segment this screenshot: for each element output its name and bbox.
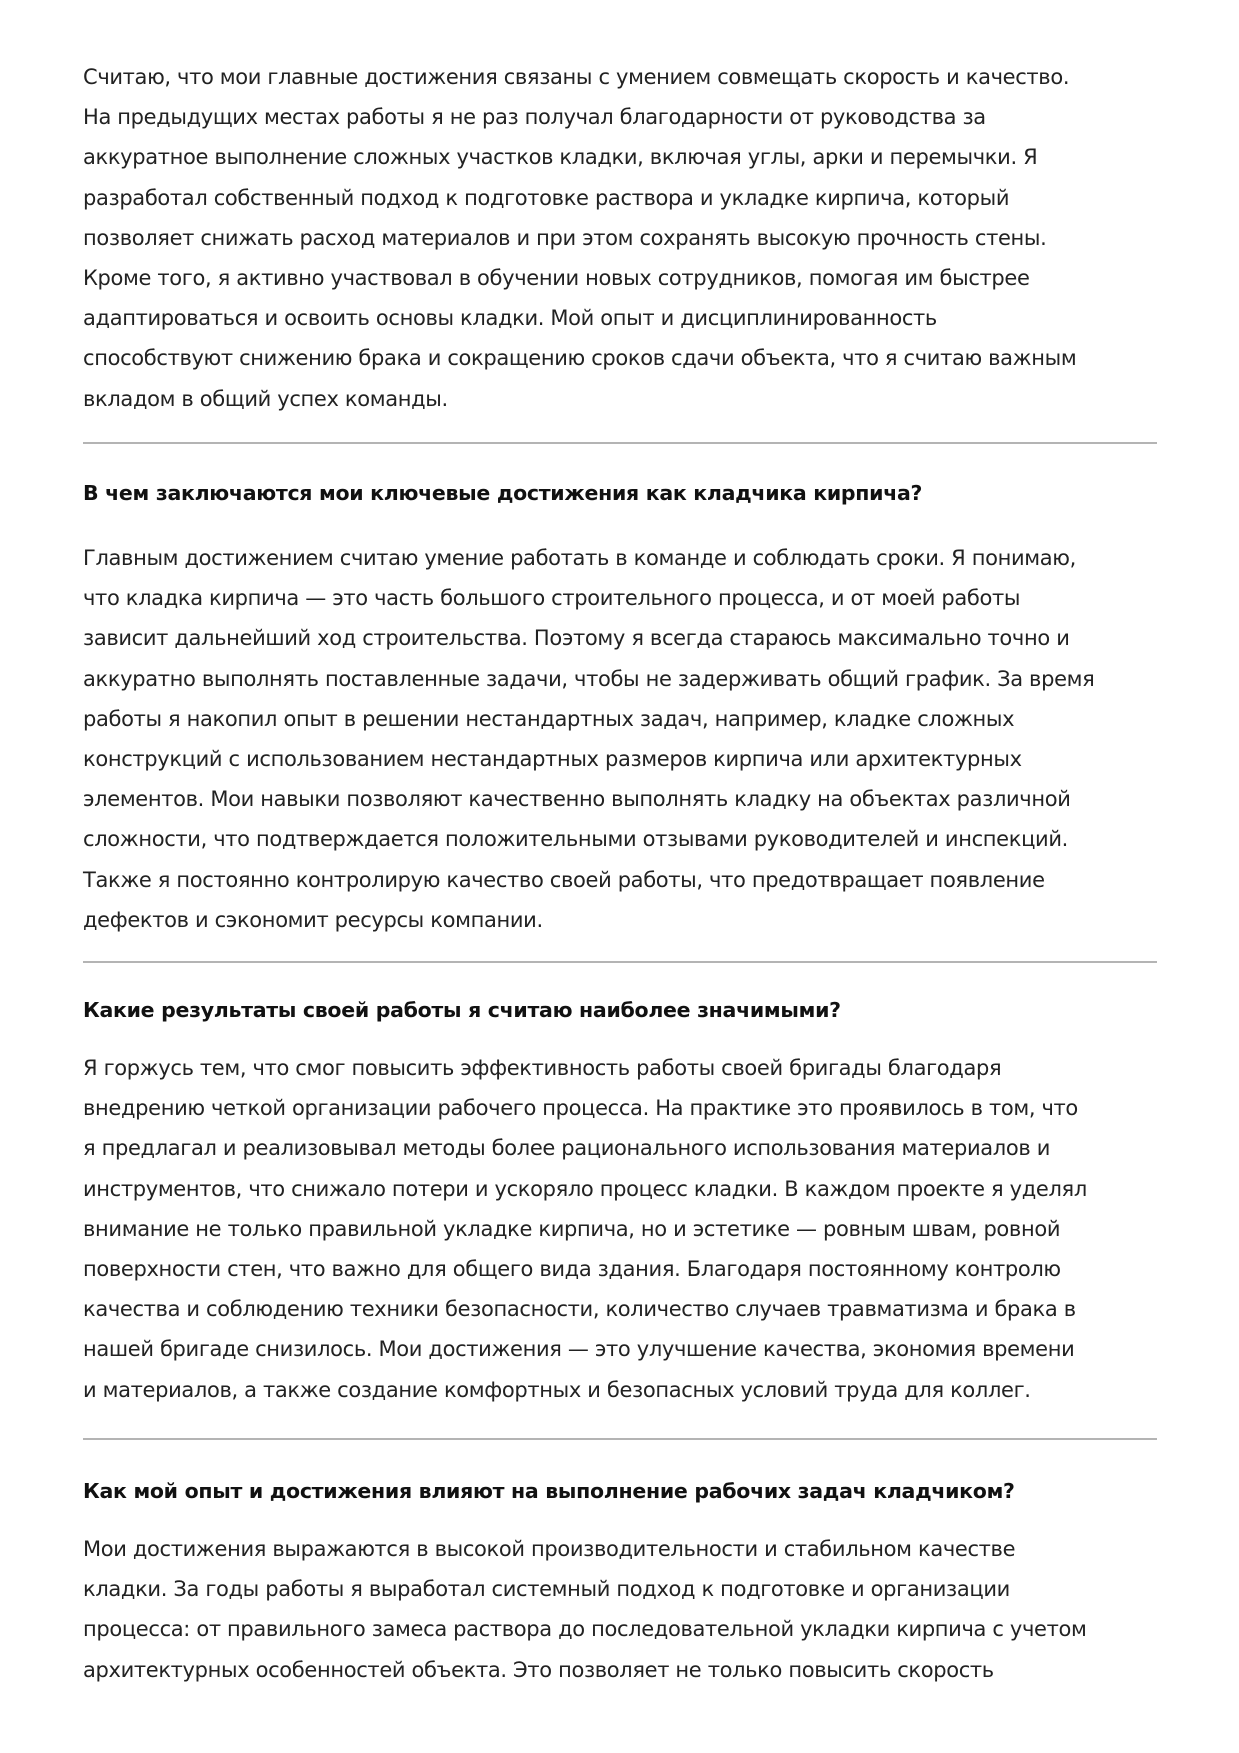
- section-divider: [83, 961, 1157, 963]
- paragraph-line: дефектов и сэкономит ресурсы компании.: [83, 907, 543, 932]
- paragraph-line: работы я накопил опыт в решении нестандартных задач, например, кладке сложных: [83, 706, 1015, 731]
- paragraph-line: На предыдущих местах работы я не раз получал благодарности от руководства за: [83, 105, 986, 130]
- paragraph-line: внедрению четкой организации рабочего процесса. На практике это проявилось в том, что: [83, 1096, 1078, 1121]
- paragraph-line: разработал собственный подход к подготовке раствора и укладке кирпича, который: [83, 185, 1010, 210]
- paragraph-line: Кроме того, я активно участвовал в обучении новых сотрудников, помогая им быстрее: [83, 265, 1030, 290]
- paragraph-line: кладки. За годы работы я выработал системный подход к подготовке и организации: [83, 1577, 1010, 1602]
- section-paragraph: [83, 1048, 1157, 1410]
- section-heading: Какие результаты своей работы я считаю наиболее значимыми?: [83, 998, 841, 1022]
- paragraph-line: процесса: от правильного замеса раствора до последовательной укладки кирпича с учетом: [83, 1617, 1087, 1642]
- section-experience-impact: [83, 1477, 1157, 1505]
- paragraph-line: и материалов, а также создание комфортных и безопасных условий труда для коллег.: [83, 1377, 1031, 1402]
- paragraph-line: я предлагал и реализовывал методы более рационального использования материалов и: [83, 1136, 1050, 1161]
- paragraph-line: вкладом в общий успех команды.: [83, 386, 448, 411]
- section-paragraph: [83, 1529, 1157, 1690]
- paragraph-line: инструментов, что снижало потери и ускоряло процесс кладки. В каждом проекте я уделял: [83, 1176, 1087, 1201]
- paragraph-line: позволяет снижать расход материалов и при этом сохранять высокую прочность стены.: [83, 225, 1047, 250]
- section-experience-impact-body: [83, 1529, 1157, 1690]
- paragraph-line: качества и соблюдению техники безопасности, количество случаев травматизма и брака в: [83, 1297, 1076, 1322]
- paragraph-line: внимание не только правильной укладке кирпича, но и эстетике — ровным швам, ровной: [83, 1216, 1061, 1241]
- section-heading: В чем заключаются мои ключевые достижения как кладчика кирпича?: [83, 481, 923, 505]
- paragraph-line: что кладка кирпича — это часть большого строительного процесса, и от моей работы: [83, 586, 1021, 611]
- section-divider: [83, 1438, 1157, 1440]
- section-paragraph: [83, 538, 1157, 940]
- paragraph-line: Также я постоянно контролирую качество своей работы, что предотвращает появление: [83, 867, 1045, 892]
- paragraph-line: Считаю, что мои главные достижения связаны с умением совмещать скорость и качество.: [83, 65, 1070, 89]
- paragraph-line: Мои достижения выражаются в высокой производительности и стабильном качестве: [83, 1537, 1016, 1561]
- section-heading: Как мой опыт и достижения влияют на выполнение рабочих задач кладчиком?: [83, 1479, 1015, 1503]
- paragraph-line: нашей бригаде снизилось. Мои достижения — это улучшение качества, экономия времени: [83, 1337, 1075, 1362]
- section-key-achievements-body: [83, 538, 1157, 940]
- paragraph-line: Я горжусь тем, что смог повысить эффективность работы своей бригады благодаря: [83, 1056, 1002, 1080]
- paragraph-line: поверхности стен, что важно для общего вида здания. Благодаря постоянному контролю: [83, 1256, 1061, 1281]
- section-divider: [83, 442, 1157, 444]
- paragraph-line: элементов. Мои навыки позволяют качественно выполнять кладку на объектах различной: [83, 787, 1071, 812]
- paragraph-line: сложности, что подтверждается положительными отзывами руководителей и инспекций.: [83, 827, 1068, 852]
- section-significant-results: [83, 996, 1157, 1024]
- section-significant-results-body: [83, 1048, 1157, 1410]
- intro-section: [83, 57, 1157, 419]
- paragraph-line: адаптироваться и освоить основы кладки. Мой опыт и дисциплинированность: [83, 306, 937, 331]
- paragraph-line: способствуют снижению брака и сокращению сроков сдачи объекта, что я считаю важным: [83, 346, 1077, 371]
- paragraph-line: Главным достижением считаю умение работать в команде и соблюдать сроки. Я понимаю,: [83, 546, 1076, 570]
- paragraph-line: зависит дальнейший ход строительства. Поэтому я всегда стараюсь максимально точно и: [83, 626, 1070, 651]
- paragraph-line: аккуратное выполнение сложных участков кладки, включая углы, арки и перемычки. Я: [83, 145, 1038, 170]
- paragraph-line: архитектурных особенностей объекта. Это позволяет не только повысить скорость: [83, 1657, 994, 1682]
- intro-paragraph: [83, 57, 1157, 419]
- paragraph-line: конструкций с использованием нестандартных размеров кирпича или архитектурных: [83, 746, 1022, 771]
- paragraph-line: аккуратно выполнять поставленные задачи, чтобы не задерживать общий график. За время: [83, 666, 1095, 691]
- section-key-achievements: [83, 479, 1157, 507]
